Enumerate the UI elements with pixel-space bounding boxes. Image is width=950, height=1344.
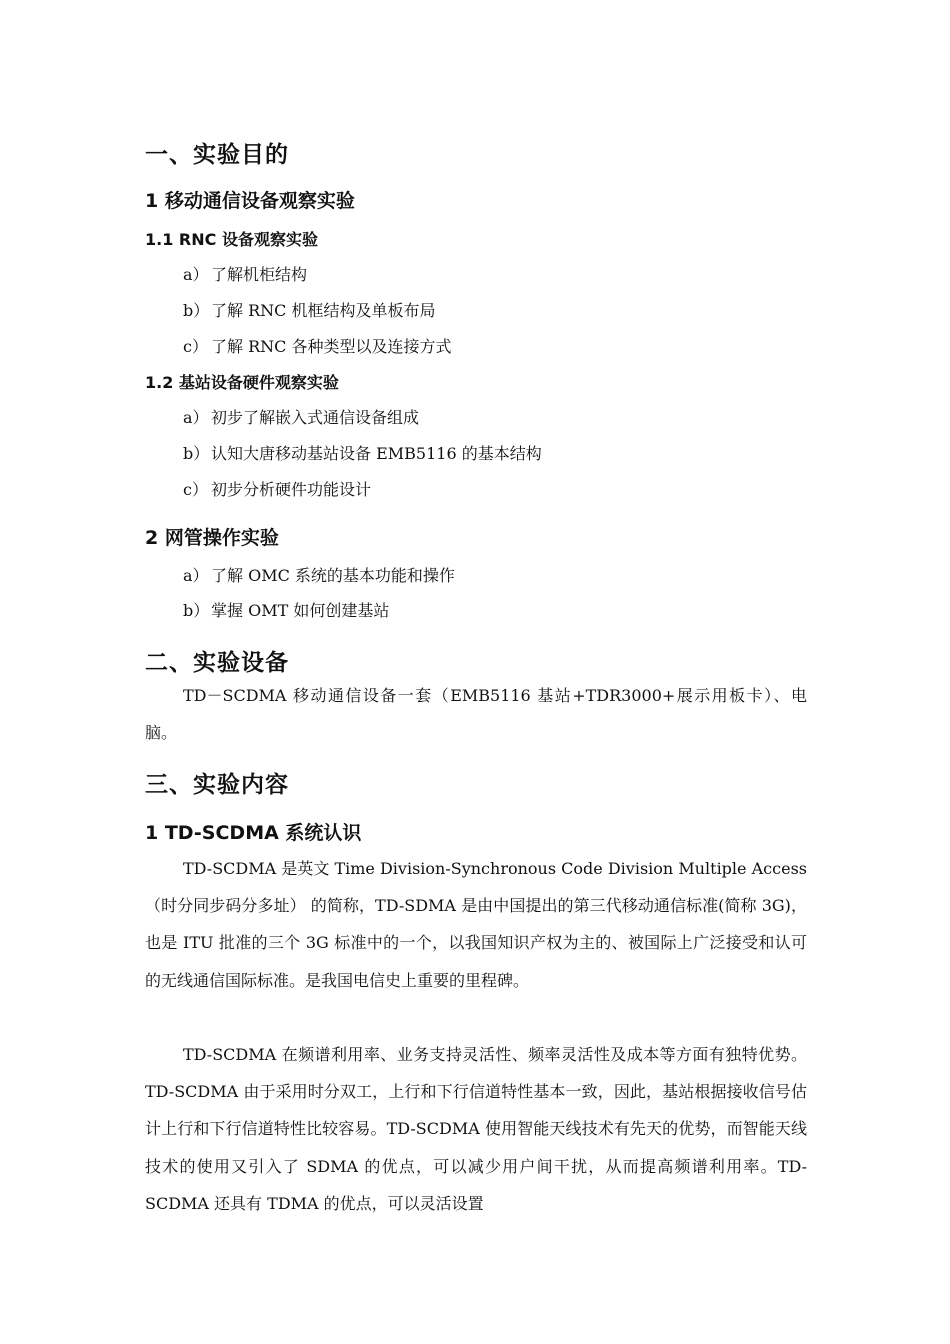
list-item — [183, 598, 389, 621]
list-marker: b） — [183, 444, 210, 463]
subheading-rnc-observation: 1.1 RNC 设备观察实验 — [145, 230, 318, 249]
list-item-text: 掌握 OMT 如何创建基站 — [211, 601, 390, 620]
list-marker: c） — [183, 337, 208, 356]
list-item — [183, 262, 307, 285]
list-marker: b） — [183, 601, 210, 620]
list-item — [183, 334, 451, 357]
list-marker: b） — [183, 301, 210, 320]
section-heading-purpose: 一、实验目的 — [145, 142, 289, 168]
list-item-text: 认知大唐移动基站设备 EMB5116 的基本结构 — [211, 444, 542, 463]
list-item-text: 了解 RNC 机框结构及单板布局 — [211, 301, 436, 320]
equipment-paragraph: TD－SCDMA 移动通信设备一套（EMB5116 基站+TDR3000+展示用板卡）、电脑。 — [145, 686, 807, 743]
list-item-text: 了解机柜结构 — [211, 265, 308, 284]
list-item-text: 初步了解嵌入式通信设备组成 — [211, 408, 420, 427]
list-item — [183, 405, 419, 428]
section-heading-equipment: 二、实验设备 — [145, 650, 289, 676]
subheading-nms-operation: 2 网管操作实验 — [145, 527, 279, 549]
list-item-text: 初步分析硬件功能设计 — [211, 480, 372, 499]
body-paragraph: TD-SCDMA 是英文 Time Division-Synchronous Code Division Multiple Access（时分同步码分多址） 的简称，TD-SDMA 是由中国提出的第三代移动通信标准(简称 3G)，也是 ITU 批准的三个 3G 标准中的一个，以我国知识产权为主的、被国际上广泛接受和认可的无线通信国际标准。是我国电信史上重要的里程碑。 — [145, 859, 807, 990]
list-marker: a） — [183, 408, 209, 427]
subheading-equipment-observation: 1 移动通信设备观察实验 — [145, 190, 355, 212]
body-paragraph: TD-SCDMA 在频谱利用率、业务支持灵活性、频率灵活性及成本等方面有独特优势。TD-SCDMA 由于采用时分双工，上行和下行信道特性基本一致，因此，基站根据接收信号估计上行和下行信道特性比较容易。TD-SCDMA 使用智能天线技术有先天的优势，而智能天线技术的使用又引入了 SDMA 的优点，可以减少用户间干扰，从而提高频谱利用率。TD-SCDMA 还具有 TDMA 的优点，可以灵活设置 — [145, 1045, 807, 1213]
list-item — [183, 441, 542, 464]
list-item — [183, 563, 455, 586]
subheading-base-station-hardware: 1.2 基站设备硬件观察实验 — [145, 373, 339, 392]
list-item — [183, 477, 371, 500]
subheading-td-scdma: 1 TD-SCDMA 系统认识 — [145, 822, 362, 844]
section-heading-content: 三、实验内容 — [145, 772, 289, 798]
list-marker: a） — [183, 265, 209, 284]
list-item-text: 了解 OMC 系统的基本功能和操作 — [211, 566, 455, 585]
list-item — [183, 298, 435, 321]
list-marker: c） — [183, 480, 208, 499]
list-item-text: 了解 RNC 各种类型以及连接方式 — [211, 337, 452, 356]
list-marker: a） — [183, 566, 209, 585]
